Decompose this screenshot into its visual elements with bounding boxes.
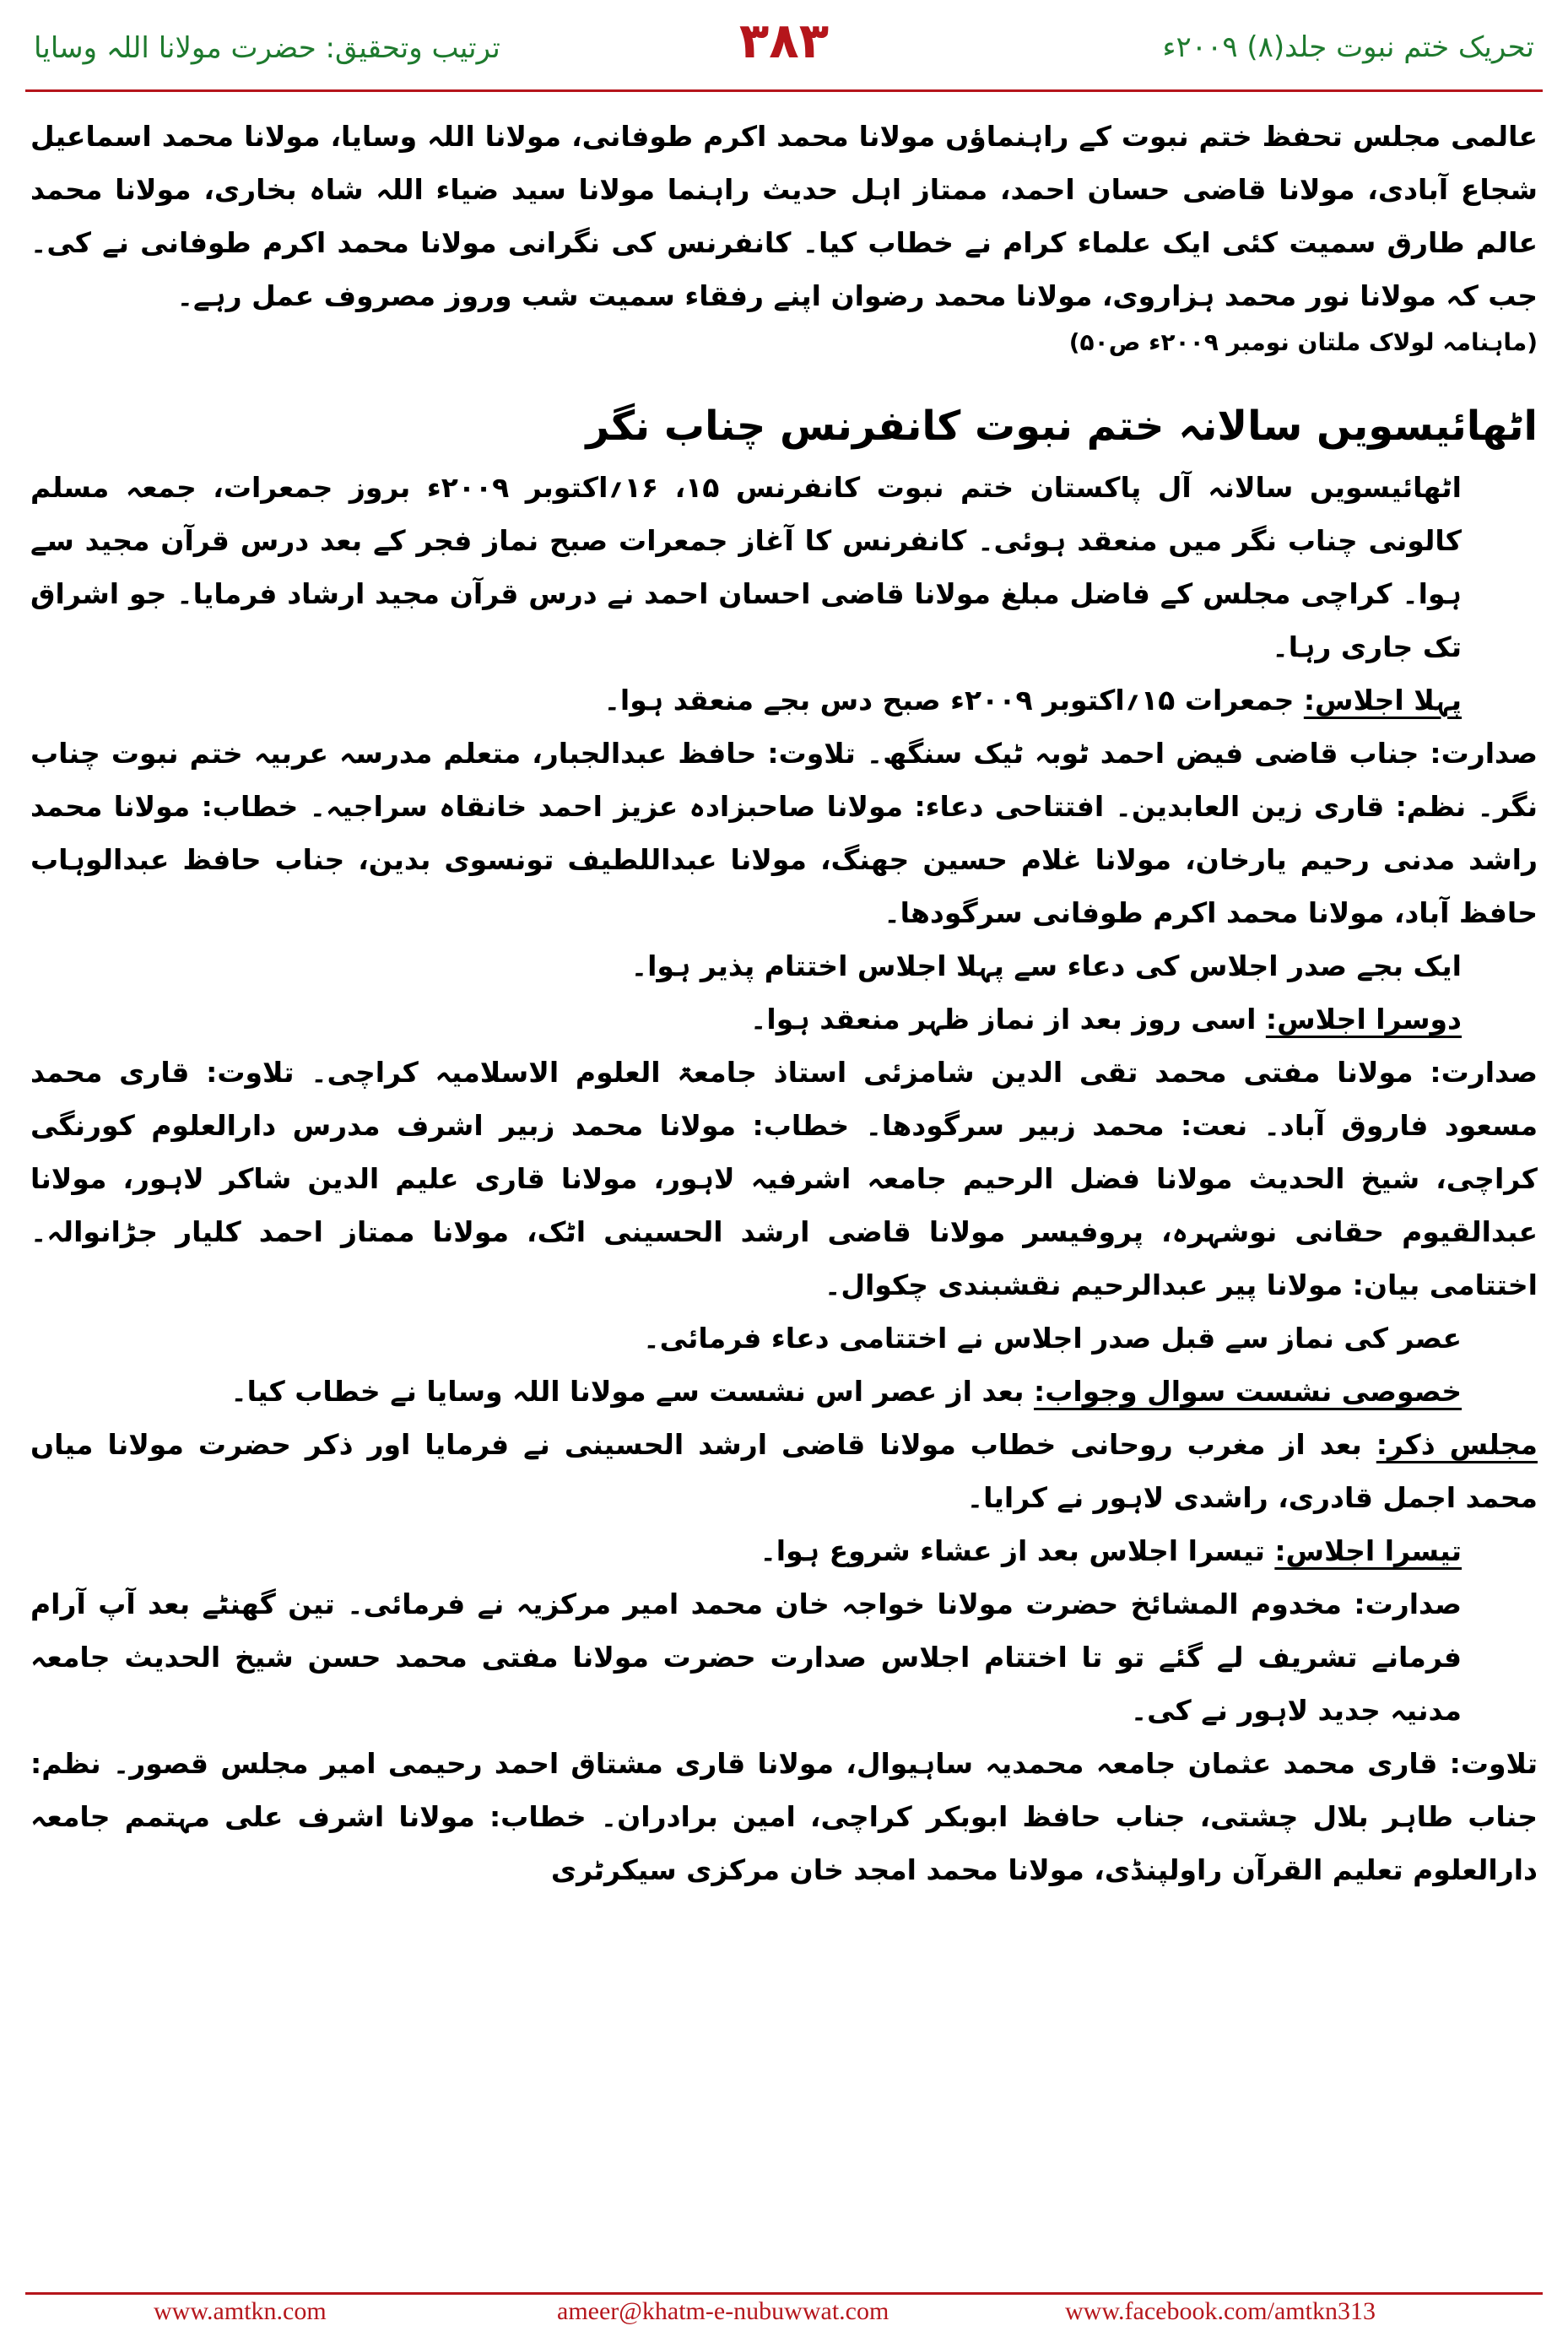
session1-label: پہلا اجلاس:: [1303, 684, 1462, 717]
book-title: تحریک ختم نبوت جلد(۸) ۲۰۰۹ء: [1162, 30, 1534, 64]
session3-presidency: صدارت: مخدوم المشائخ حضرت مولانا خواجہ خان محمد امیر مرکزیہ نے فرمائی۔ تین گھنٹے بعد آپ آرام فرمانے تشریف لے گئے تو تا اختتام اجلاس صدارت حضرت مولانا مفتی محمد حسن شیخ الحدیث جامعہ مدنیہ جدید لاہور نے کی۔: [30, 1587, 1462, 1727]
session2-label: دوسرا اجلاس:: [1265, 1003, 1462, 1036]
compiler-credit: ترتیب وتحقیق: حضرت مولانا اللہ وسایا: [34, 31, 500, 65]
session1-text: جمعرات ۱۵؍اکتوبر ۲۰۰۹ء صبح دس بجے منعقد ہوا۔: [603, 684, 1304, 717]
session1-line: [30, 673, 1538, 727]
session2-details: صدارت: مولانا مفتی محمد تقی الدین شامزئی استاذ جامعۃ العلوم الاسلامیہ کراچی۔ تلاوت: قاری محمد مسعود فاروق آباد۔ نعت: محمد زبیر سرگودھا۔ خطاب: مولانا محمد زبیر اشرف مدرس دارالعلوم کورنگی کراچی، شیخ الحدیث مولانا فضل الرحیم جامعہ اشرفیہ لاہور، مولانا قاری علیم الدین شاکر لاہور، مولانا عبدالقیوم حقانی نوشہرہ، پروفیسر مولانا قاضی ارشد الحسینی اٹک، مولانا ممتاز احمد کلیار جڑانوالہ۔ اختتامی بیان: مولانا پیر عبدالرحیم نقشبندی چکوال۔: [30, 1056, 1538, 1301]
section-heading: اٹھائیسویں سالانہ ختم نبوت کانفرنس چناب نگر: [586, 403, 1538, 450]
website-link[interactable]: www.amtkn.com: [154, 2297, 327, 2325]
header-divider: [25, 89, 1543, 92]
page-body: [30, 110, 1538, 2245]
conference-paragraph: اٹھائیسویں سالانہ آل پاکستان ختم نبوت کانفرنس ۱۵، ۱۶؍اکتوبر ۲۰۰۹ء بروز جمعرات، جمعہ مسلم کالونی چناب نگر میں منعقد ہوئی۔ کانفرنس کا آغاز جمعرات صبح نماز فجر کے بعد درس قرآن مجید سے ہوا۔ کراچی مجلس کے فاضل مبلغ مولانا قاضی احسان احمد نے درس قرآن مجید ارشاد فرمایا۔ جو اشراق تک جاری رہا۔: [30, 471, 1462, 663]
zikr-line: [30, 1418, 1538, 1524]
facebook-link[interactable]: www.facebook.com/amtkn313: [1065, 2297, 1376, 2325]
session1-details: صدارت: جناب قاضی فیض احمد ٹوبہ ٹیک سنگھ۔ تلاوت: حافظ عبدالجبار، متعلم مدرسہ عربیہ ختم نبوت چناب نگر۔ نظم: قاری زین العابدین۔ افتتاحی دعاء: مولانا صاحبزادہ عزیز احمد خانقاہ سراجیہ۔ خطاب: مولانا محمد راشد مدنی رحیم یارخان، مولانا غلام حسین جھنگ، مولانا عبداللطیف تونسوی بدین، جناب حافظ عبدالوہاب حافظ آباد، مولانا محمد اکرم طوفانی سرگودھا۔: [30, 737, 1538, 929]
page-header: [0, 0, 1568, 95]
session2-line: [30, 993, 1538, 1046]
source-citation: (ماہنامہ لولاک ملتان نومبر ۲۰۰۹ء ص۵۰): [1068, 328, 1538, 356]
session3-text: تیسرا اجلاس بعد از عشاء شروع ہوا۔: [760, 1534, 1275, 1567]
session2-close: عصر کی نماز سے قبل صدر اجلاس نے اختتامی دعاء فرمائی۔: [643, 1322, 1462, 1355]
footer-links: [0, 2297, 1568, 2339]
zikr-text: بعد از مغرب روحانی خطاب مولانا قاضی ارشد الحسینی نے فرمایا اور ذکر حضرت مولانا میاں محمد اجمل قادری، راشدی لاہور نے کرایا۔: [30, 1428, 1538, 1514]
intro-paragraph: عالمی مجلس تحفظ ختم نبوت کے راہنماؤں مولانا محمد اکرم طوفانی، مولانا اللہ وسایا، مولانا محمد اسماعیل شجاع آبادی، مولانا قاضی حسان احمد، ممتاز اہل حدیث راہنما مولانا سید ضیاء اللہ شاہ بخاری، مولانا محمد عالم طارق سمیت کئی ایک علماء کرام نے خطاب کیا۔ کانفرنس کی نگرانی مولانا محمد اکرم طوفانی نے کی۔ جب کہ مولانا نور محمد ہزاروی، مولانا محمد رضوان اپنے رفقاء سمیت شب وروز مصروف عمل رہے۔: [30, 120, 1538, 312]
session3-label: تیسرا اجلاس:: [1274, 1534, 1462, 1567]
qa-text: بعد از عصر اس نشست سے مولانا اللہ وسایا نے خطاب کیا۔: [230, 1375, 1035, 1408]
qa-line: [30, 1365, 1538, 1418]
zikr-label: مجلس ذکر:: [1376, 1428, 1538, 1461]
email-link[interactable]: ameer@khatm-e-nubuwwat.com: [557, 2297, 889, 2325]
session1-close: ایک بجے صدر اجلاس کی دعاء سے پہلا اجلاس اختتام پذیر ہوا۔: [630, 949, 1462, 982]
footer-divider: [25, 2292, 1543, 2295]
page-footer: [0, 2292, 1568, 2342]
session3-line: [30, 1524, 1538, 1577]
session2-text: اسی روز بعد از نماز ظہر منعقد ہوا۔: [750, 1003, 1266, 1036]
page-number: ۳۸۳: [738, 12, 830, 69]
session3-details: تلاوت: قاری محمد عثمان جامعہ محمدیہ ساہیوال، مولانا قاری مشتاق احمد رحیمی امیر مجلس قصور۔ نظم: جناب طاہر بلال چشتی، جناب حافظ ابوبکر کراچی، امین برادران۔ خطاب: مولانا اشرف علی مہتمم جامعہ دارالعلوم تعلیم القرآن راولپنڈی، مولانا محمد امجد خان مرکزی سیکرٹری: [30, 1747, 1538, 1886]
qa-label: خصوصی نشست سوال وجواب:: [1034, 1375, 1462, 1408]
